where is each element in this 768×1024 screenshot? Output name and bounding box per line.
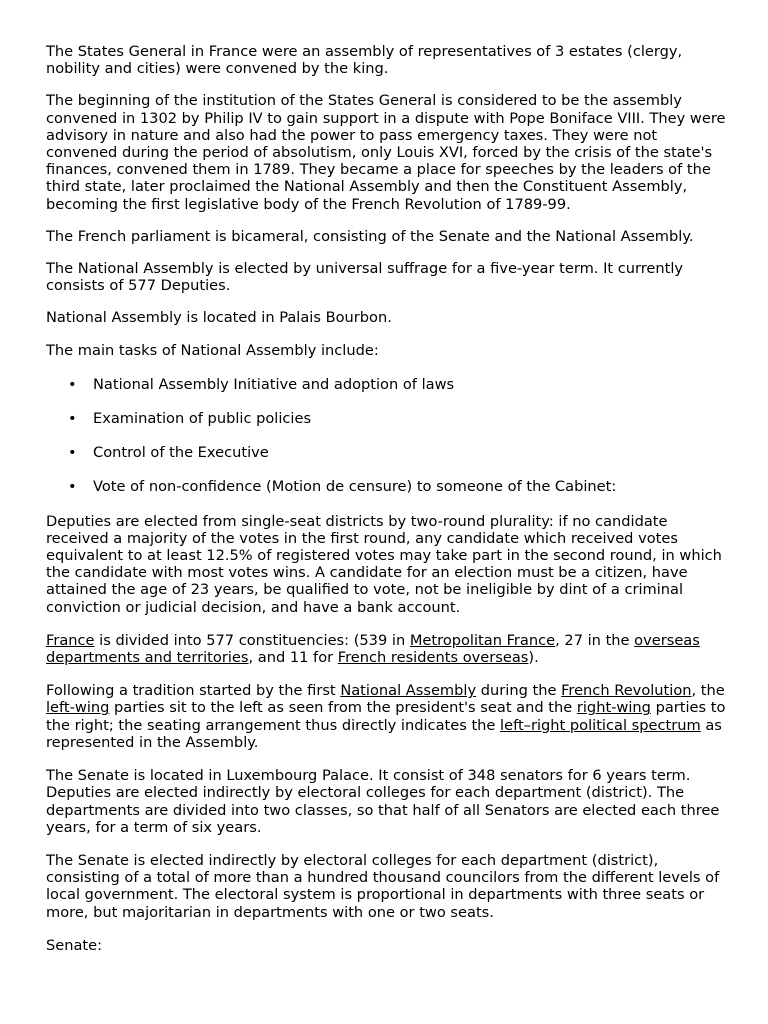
paragraph-constituencies: [46, 632, 726, 666]
paragraph-deputies-election: Deputies are elected from single-seat districts by two-round plurality: if no candidate received a majority of the votes in the first round, any candidate which received votes equivalent to at least 12.5% of registered votes may take part in the second round, in which the candidate with most votes wins. A candidate for an election must be a citizen, have attained the age of 23 years, be qualified to vote, not be ineligible by dint of a criminal conviction or judicial decision, and have a bank account.: [46, 512, 722, 616]
link-left-right-political-spectrum[interactable]: left–right political spectrum: [500, 716, 701, 734]
list-item-text: Examination of public policies: [93, 410, 312, 428]
text-span: , the: [691, 682, 725, 700]
text-span: ).: [528, 649, 539, 667]
paragraph-states-general: The States General in France were an assembly of representatives of 3 estates (clergy, nobility and cities) were convened by the king.: [46, 43, 683, 78]
list-item: [46, 410, 726, 427]
list-item: [46, 376, 726, 393]
list-item: [46, 478, 726, 495]
text-span: parties sit to the left as seen from the president's seat and the: [109, 699, 577, 717]
link-left-wing[interactable]: left-wing: [46, 699, 110, 717]
text-span: , and 11 for: [248, 649, 338, 667]
paragraph-seating-tradition: [46, 682, 726, 751]
link-french-revolution[interactable]: French Revolution: [561, 682, 692, 700]
link-right-wing[interactable]: right-wing: [576, 699, 651, 717]
link-metropolitan-france[interactable]: Metropolitan France: [409, 631, 556, 649]
bullet-icon: •: [68, 478, 77, 496]
paragraph-bicameral: The French parliament is bicameral, consisting of the Senate and the National Assembly.: [46, 227, 694, 245]
main-tasks-list: [46, 376, 726, 496]
list-item-text: Vote of non-confidence (Motion de censure) to someone of the Cabinet:: [93, 478, 617, 496]
text-span: Following a tradition started by the first: [46, 682, 341, 700]
list-item: [46, 444, 726, 461]
paragraph-senate-heading: Senate:: [46, 936, 103, 954]
link-national-assembly[interactable]: National Assembly: [340, 682, 477, 700]
text-span: parties to the right; the seating arrangement thus directly indicates the: [46, 699, 726, 734]
list-item-text: National Assembly Initiative and adoption of laws: [93, 375, 455, 393]
document-body: [46, 43, 726, 954]
link-overseas-departments[interactable]: overseas departments and territories: [46, 631, 700, 667]
text-span: is divided into 577 constituencies: (539 in: [94, 631, 410, 649]
paragraph-senate-election: The Senate is elected indirectly by electoral colleges for each department (district), consisting of a total of more than a hundred thousand councilors from the different levels of local government. The electoral system is proportional in departments with three seats or more, but majoritarian in departments with one or two seats.: [46, 851, 720, 921]
bullet-icon: •: [68, 444, 77, 462]
paragraph-main-tasks-intro: The main tasks of National Assembly include:: [46, 341, 379, 359]
bullet-icon: •: [68, 375, 77, 393]
list-item-text: Control of the Executive: [93, 444, 269, 462]
paragraph-palais-bourbon: National Assembly is located in Palais Bourbon.: [46, 309, 392, 327]
text-span: as represented in the Assembly.: [46, 716, 722, 751]
text-span: , 27 in the: [555, 631, 635, 649]
paragraph-national-assembly-term: The National Assembly is elected by universal suffrage for a five-year term. It currently consists of 577 Deputies.: [46, 260, 684, 295]
bullet-icon: •: [68, 410, 77, 428]
paragraph-history: The beginning of the institution of the States General is considered to be the assembly convened in 1302 by Philip IV to gain support in a dispute with Pope Boniface VIII. They were advisory in nature and also had the power to pass emergency taxes. They were not convened during the period of absolutism, only Louis XVI, forced by the crisis of the state's finances, convened them in 1789. They became a place for speeches by the leaders of the third state, later proclaimed the National Assembly and then the Constituent Assembly, becoming the first legislative body of the French Revolution of 1789-99.: [46, 92, 726, 213]
paragraph-senate-location: The Senate is located in Luxembourg Palace. It consist of 348 senators for 6 years term. Deputies are elected indirectly by electoral colleges for each department (district). The departments are divided into two classes, so that half of all Senators are elected each three years, for a term of six years.: [46, 767, 720, 836]
link-french-residents-overseas[interactable]: French residents overseas: [337, 649, 529, 667]
link-france[interactable]: France: [46, 631, 95, 649]
text-span: during the: [476, 682, 562, 700]
